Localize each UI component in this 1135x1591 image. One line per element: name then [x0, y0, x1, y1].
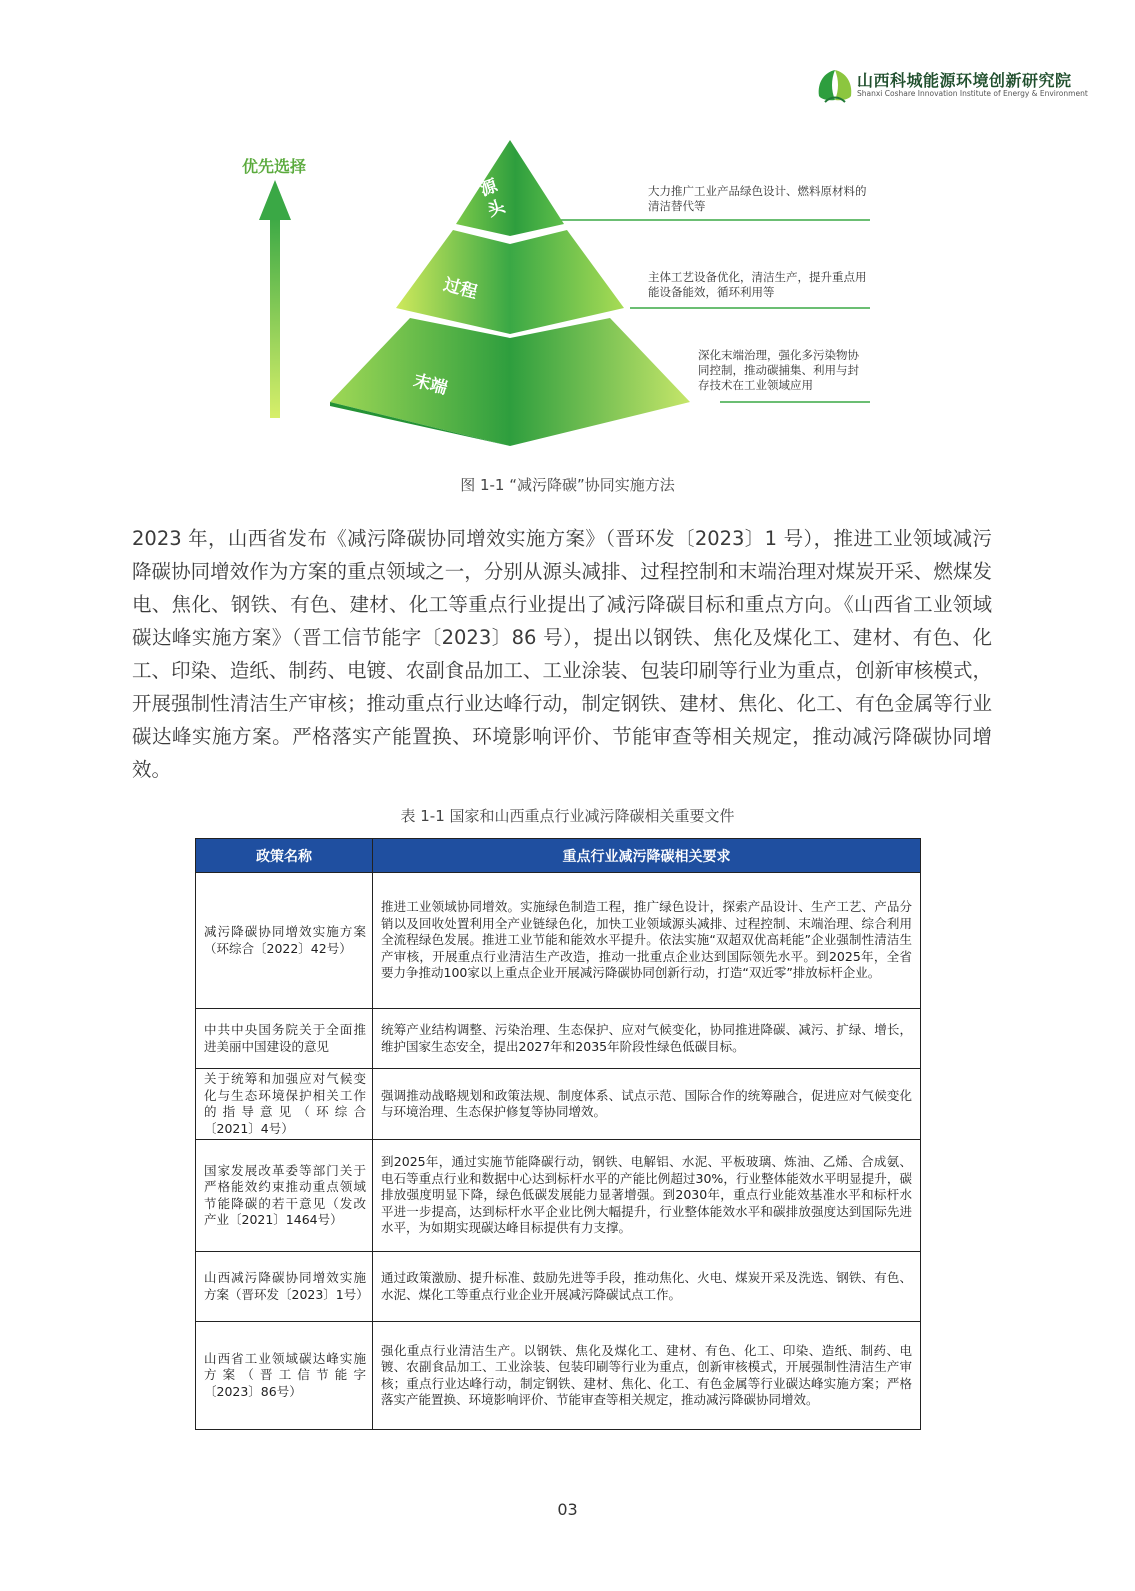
pyramid-layer-top	[456, 140, 564, 236]
policy-name-cell: 中共中央国务院关于全面推进美丽中国建设的意见	[196, 1009, 373, 1069]
logo-leaf-icon	[815, 66, 855, 104]
priority-arrow-shaft	[270, 214, 280, 418]
requirement-cell: 通过政策激励、提升标准、鼓励先进等手段，推动焦化、火电、煤炭开采及洗选、钢铁、有色、水泥、煤化工等重点行业企业开展减污降碳试点工作。	[373, 1252, 921, 1322]
header-policy-name: 政策名称	[196, 839, 373, 873]
arrow-label: 优先选择	[242, 157, 307, 176]
pyramid-figure	[230, 140, 890, 460]
requirement-cell: 强调推动战略规划和政策法规、制度体系、试点示范、国际合作的统筹融合，促进应对气候变化与环境治理、生态保护修复等协同增效。	[373, 1069, 921, 1140]
policy-name-cell: 山西减污降碳协同增效实施方案（晋环发〔2023〕1号）	[196, 1252, 373, 1322]
policy-table	[195, 838, 921, 1430]
table-row	[196, 1009, 921, 1069]
priority-arrow-head	[259, 180, 291, 220]
table-row	[196, 1322, 921, 1430]
table-header-row	[196, 839, 921, 873]
policy-name-cell: 关于统筹和加强应对气候变化与生态环境保护相关工作的指导意见（环综合〔2021〕4号）	[196, 1069, 373, 1140]
figure-caption: 图 1-1 “减污降碳”协同实施方法	[460, 476, 675, 494]
layer-description-bottom: 深化末端治理，强化多污染物协同控制，推动碳捕集、利用与封存技术在工业领域应用	[698, 348, 859, 392]
layer-label-top: 源头	[477, 175, 508, 222]
table-row	[196, 873, 921, 1009]
requirement-cell: 推进工业领域协同增效。实施绿色制造工程，推广绿色设计，探索产品设计、生产工艺、产品分销以及回收处置利用全产业链绿色化，加快工业领域源头减排、过程控制、末端治理、综合利用全流程绿色发展。推进工业节能和能效水平提升。依法实施“双超双优高耗能”企业强制性清洁生产审核，开展重点行业清洁生产改造，推动一批重点企业达到国际领先水平。到2025年，全省要力争推动100家以上重点企业开展减污降碳协同创新行动，打造“双近零”排放标杆企业。	[373, 873, 921, 1009]
requirement-cell: 强化重点行业清洁生产。以钢铁、焦化及煤化工、建材、有色、化工、印染、造纸、制药、电镀、农副食品加工、工业涂装、包装印刷等行业为重点，创新审核模式，开展强制性清洁生产审核；重点行业达峰行动，制定钢铁、建材、焦化、化工、有色金属等行业碳达峰实施方案；严格落实产能置换、环境影响评价、节能审查等相关规定，推动减污降碳协同增效。	[373, 1322, 921, 1430]
pyramid-layer-bottom	[330, 318, 690, 446]
policy-name-cell: 国家发展改革委等部门关于严格能效约束推动重点领域节能降碳的若干意见（发改产业〔2021〕1464号）	[196, 1140, 373, 1252]
table-row	[196, 1069, 921, 1140]
body-paragraph: 2023 年，山西省发布《减污降碳协同增效实施方案》（晋环发〔2023〕1 号），推进工业领域减污降碳协同增效作为方案的重点领域之一，分别从源头减排、过程控制和末端治理对煤炭开采、燃煤发电、焦化、钢铁、有色、建材、化工等重点行业提出了减污降碳目标和重点方向。《山西省工业领域碳达峰实施方案》（晋工信节能字〔2023〕86 号），提出以钢铁、焦化及煤化工、建材、有色、化工、印染、造纸、制药、电镀、农副食品加工、工业涂装、包装印刷等行业为重点，创新审核模式，开展强制性清洁生产审核；推动重点行业达峰行动，制定钢铁、建材、焦化、化工、有色金属等行业碳达峰实施方案。严格落实产能置换、环境影响评价、节能审查等相关规定，推动减污降碳协同增效。	[132, 527, 992, 781]
policy-name-cell: 山西省工业领域碳达峰实施方案（晋工信节能字〔2023〕86号）	[196, 1322, 373, 1430]
layer-description-middle: 主体工艺设备优化，清洁生产，提升重点用能设备能效，循环利用等	[648, 270, 867, 299]
table-row	[196, 1140, 921, 1252]
table-row	[196, 1252, 921, 1322]
layer-description-top: 大力推广工业产品绿色设计、燃料原材料的清洁替代等	[648, 184, 867, 213]
header-requirements: 重点行业减污降碳相关要求	[373, 839, 921, 873]
org-name-cn: 山西科城能源环境创新研究院	[857, 71, 1072, 90]
pyramid-layer-middle	[396, 230, 624, 334]
requirement-cell: 统筹产业结构调整、污染治理、生态保护、应对气候变化，协同推进降碳、减污、扩绿、增长，维护国家生态安全，提出2027年和2035年阶段性绿色低碳目标。	[373, 1009, 921, 1069]
table-caption: 表 1-1 国家和山西重点行业减污降碳相关重要文件	[400, 807, 735, 825]
layer-label-middle: 过程	[441, 274, 480, 303]
requirement-cell: 到2025年，通过实施节能降碳行动，钢铁、电解铝、水泥、平板玻璃、炼油、乙烯、合成氨、电石等重点行业和数据中心达到标杆水平的产能比例超过30%，行业整体能效水平明显提升，碳排放强度明显下降，绿色低碳发展能力显著增强。到2030年，重点行业能效基准水平和标杆水平进一步提高，达到标杆水平企业比例大幅提升，行业整体能效水平和碳排放强度达到国际先进水平，为如期实现碳达峰目标提供有力支撑。	[373, 1140, 921, 1252]
header-logo	[815, 66, 1088, 106]
org-name-en: Shanxi Coshare Innovation Institute of Energy & Environment	[857, 89, 1088, 98]
page-number: 03	[557, 1500, 578, 1519]
policy-name-cell: 减污降碳协同增效实施方案（环综合〔2022〕42号）	[196, 873, 373, 1009]
layer-label-bottom: 末端	[411, 370, 450, 399]
